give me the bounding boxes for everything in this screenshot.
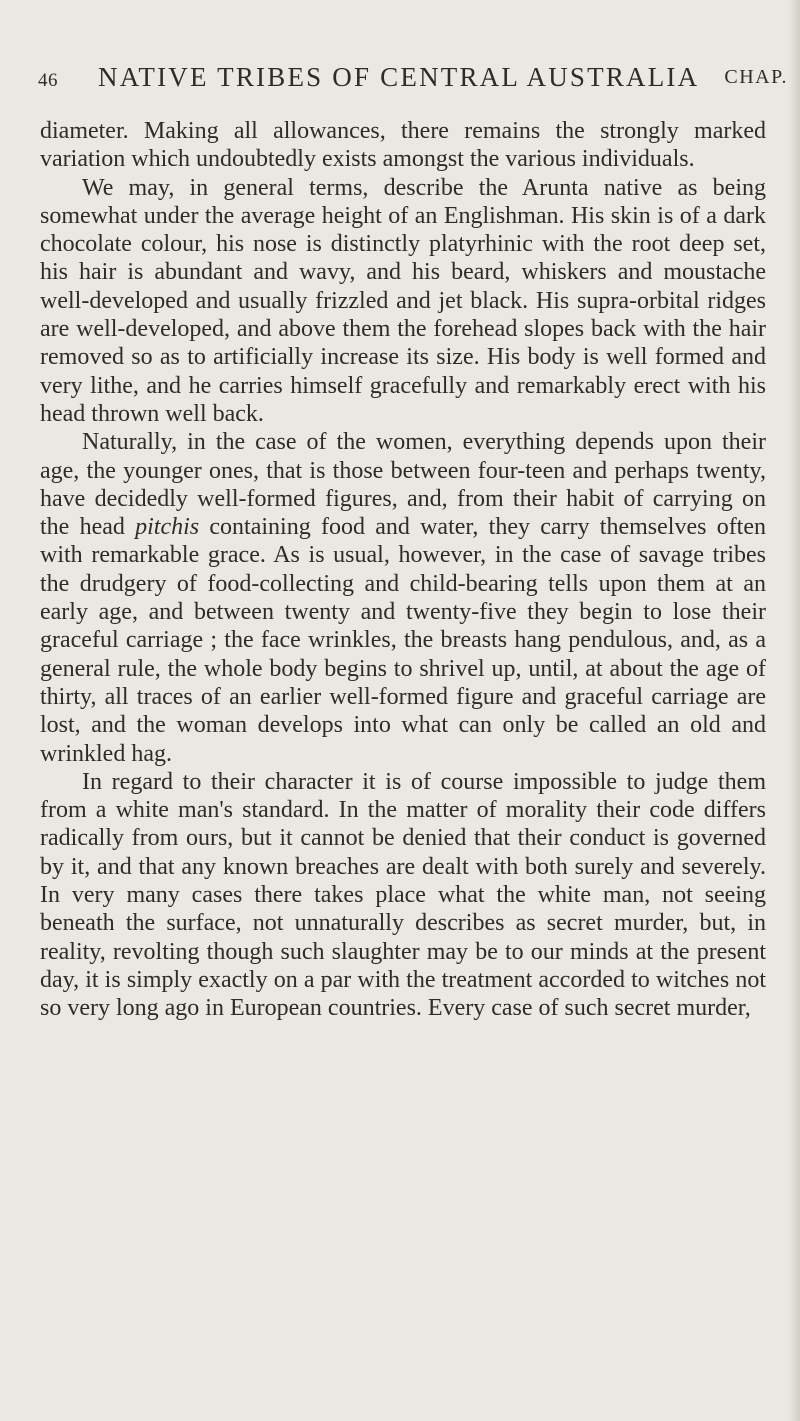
page-edge-shadow	[788, 0, 800, 1421]
paragraph-3	[40, 428, 766, 768]
paragraph-3-part-2: containing food and water, they carry themselves often with remarkable grace. As is usual, however, in the case of savage tribes the drudgery of food-collecting and child-bearing tells upon them at an early age, and between twenty and twenty-five they begin to lose their graceful carriage ; the face wrinkles, the breasts hang pendulous, and, as a general rule, the whole body begins to shrivel up, until, at about the age of thirty, all traces of an earlier well-formed figure and graceful carriage are lost, and the woman develops into what can only be called an old and wrinkled hag.	[40, 514, 767, 767]
chapter-label: CHAP.	[724, 66, 788, 88]
paragraph-4: In regard to their character it is of course impossible to judge them from a white man's standard. In the matter of morality their code differs radically from ours, but it cannot be denied that their conduct is governed by it, and that any known breaches are dealt with both surely and severely. In very many cases there takes place what the white man, not seeing beneath the surface, not unnaturally describes as secret murder, but, in reality, revolting though such slaughter may be to our minds at the present day, it is simply exactly on a par with the treatment accorded to witches not so very long ago in European countries. Every case of such secret murder,	[40, 768, 766, 1022]
body-text	[40, 117, 766, 1023]
paragraph-3-part-1: Naturally, in the case of the women, everything depends upon their age, the younger ones, that is those between four-teen and perhaps twenty, have decidedly well-formed figures, and, from their habit of carrying on the head	[40, 429, 766, 541]
running-header	[38, 58, 788, 98]
paragraph-2: We may, in general terms, describe the Arunta native as being somewhat under the average height of an Englishman. His skin is of a dark chocolate colour, his nose is distinctly platyrhinic with the root deep set, his hair is abundant and wavy, and his beard, whiskers and moustache well-developed and usually frizzled and jet black. His supra-orbital ridges are well-developed, and above them the forehead slopes back with the hair removed so as to artificially increase its size. His body is well formed and very lithe, and he carries himself gracefully and remarkably erect with his head thrown well back.	[40, 174, 766, 427]
pitchis-term: pitchis	[135, 514, 200, 541]
page-number: 46	[38, 70, 58, 91]
paragraph-1: diameter. Making all allowances, there remains the strongly marked variation which undoubtedly exists amongst the various individuals.	[40, 118, 766, 173]
running-title: NATIVE TRIBES OF CENTRAL AUSTRALIA	[98, 62, 700, 92]
